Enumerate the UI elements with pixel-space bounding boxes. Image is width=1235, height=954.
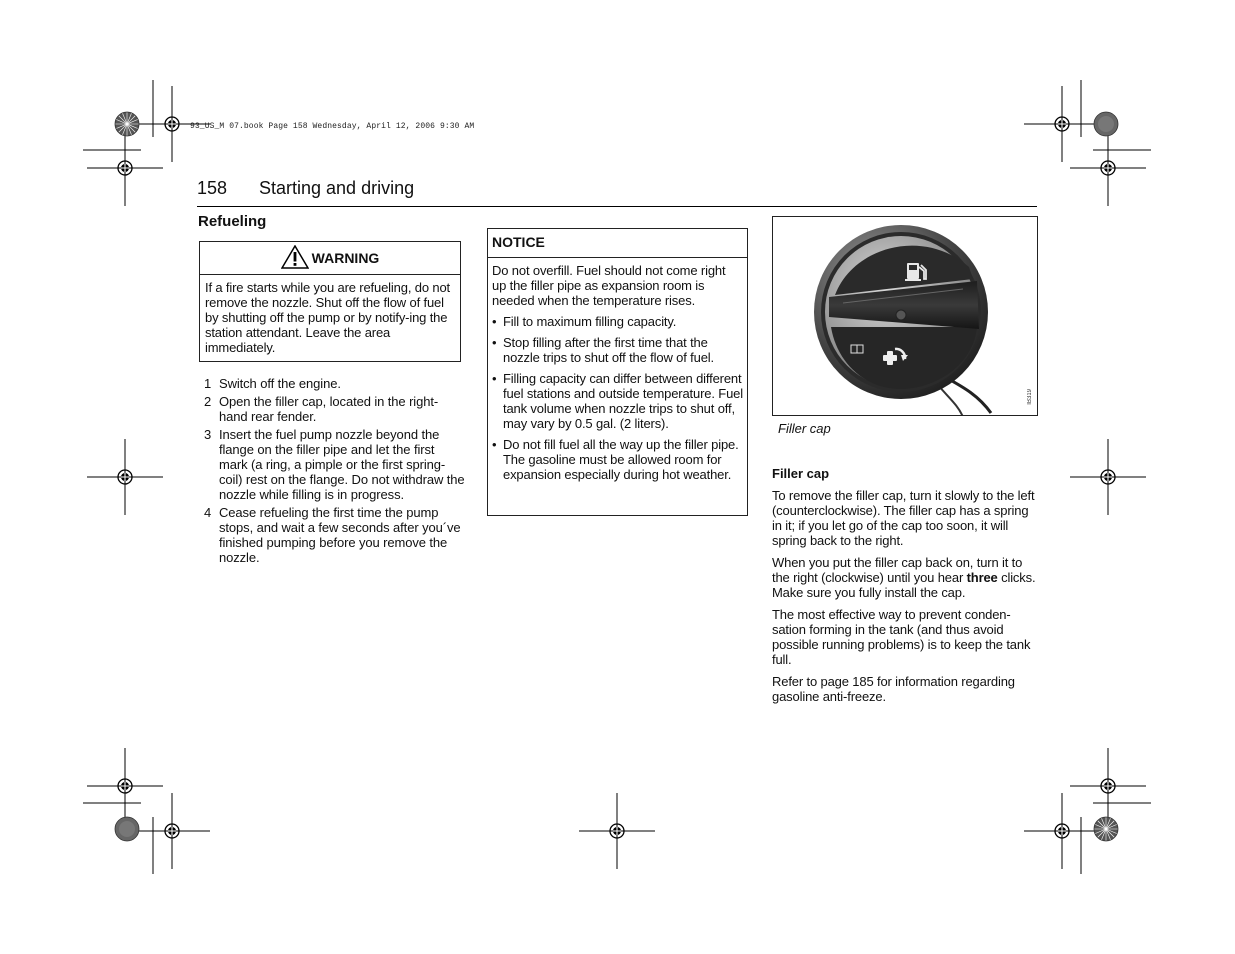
page-number: 158 <box>197 178 228 198</box>
warning-header <box>200 242 460 275</box>
filler-cap-illustration <box>773 217 1038 416</box>
step-text: Cease refueling the first time the pump stops, and wait a few seconds after you´ve finished pumping before you remove the nozzle. <box>219 505 461 565</box>
bullet-icon: • <box>492 437 497 452</box>
step-number: 3 <box>204 427 212 442</box>
print-header: 93_US_M 07.book Page 158 Wednesday, April 12, 2006 9:30 AM <box>190 122 475 131</box>
bullet-text: Fill to maximum filling capacity. <box>503 314 677 329</box>
paragraph: The most effective way to prevent conden-sation forming in the tank (and thus avoid possible running problems) is to keep the tank full. <box>772 607 1031 667</box>
notice-bullets <box>492 314 743 482</box>
warning-text: If a fire starts while you are refueling, do not remove the nozzle. Shut off the flow of fuel by shutting off the pump or by notify-ing the station attendant. Leave the area immediately. <box>205 280 450 355</box>
step-number: 4 <box>204 505 212 520</box>
filler-cap-text <box>772 488 1038 711</box>
emphasis: three <box>966 570 998 585</box>
refueling-heading: Refueling <box>198 213 267 230</box>
bullet-text: Stop filling after the first time that the nozzle trips to shut off the flow of fuel. <box>503 335 714 365</box>
notice-box <box>487 228 748 516</box>
paragraph <box>772 555 1038 600</box>
list-item <box>204 394 466 424</box>
paragraph: To remove the filler cap, turn it slowly to the left (counterclockwise). The filler cap has a spring in it; if you let go of the cap too soon, it will spring back to the right. <box>772 488 1035 548</box>
filler-cap-heading: Filler cap <box>772 466 830 481</box>
bullet-text: Do not fill fuel all the way up the filler pipe. The gasoline must be allowed room for expansion especially during hot weather. <box>503 437 739 482</box>
list-item <box>204 427 466 502</box>
text-run: When you put the filler cap back on, turn it to the right (clockwise) until you hear <box>772 555 1023 585</box>
refueling-steps <box>204 376 466 568</box>
list-item <box>492 371 743 431</box>
step-text: Switch off the engine. <box>219 376 341 391</box>
warning-label: WARNING <box>311 250 380 266</box>
step-number: 2 <box>204 394 212 409</box>
list-item <box>492 335 743 365</box>
filler-cap-figure <box>772 216 1038 416</box>
list-item <box>492 314 743 329</box>
step-text: Open the filler cap, located in the right-hand rear fender. <box>219 394 439 424</box>
text-run: clicks. Make sure you fully install the cap. <box>772 570 1036 600</box>
list-item <box>204 376 466 391</box>
warning-triangle-icon <box>281 245 309 269</box>
notice-body <box>488 258 747 482</box>
bullet-text: Filling capacity can differ between different fuel stations and outside temperature. Fuel tank volume when nozzle trips to shut off, may vary by 0.5 gal. (2 liters). <box>503 371 743 431</box>
figure-caption: Filler cap <box>778 421 831 436</box>
warning-box <box>199 241 461 362</box>
header-rule <box>197 206 1037 207</box>
list-item <box>492 437 743 482</box>
notice-intro: Do not overfill. Fuel should not come right up the filler pipe as expansion room is needed when the temperature rises. <box>492 263 726 308</box>
bullet-icon: • <box>492 335 497 350</box>
step-text: Insert the fuel pump nozzle beyond the flange on the filler pipe and let the first mark (a ring, a pimple or the first spring-coil) rest on the flange. Do not withdraw the nozzle while filling is in progress. <box>219 427 465 502</box>
section-title: Starting and driving <box>259 178 415 198</box>
bullet-icon: • <box>492 371 497 386</box>
figure-code: IB319 <box>1027 389 1033 405</box>
paragraph: Refer to page 185 for information regarding gasoline anti-freeze. <box>772 674 1015 704</box>
notice-label: NOTICE <box>488 229 747 258</box>
bullet-icon: • <box>492 314 497 329</box>
step-number: 1 <box>204 376 212 391</box>
list-item <box>204 505 466 565</box>
